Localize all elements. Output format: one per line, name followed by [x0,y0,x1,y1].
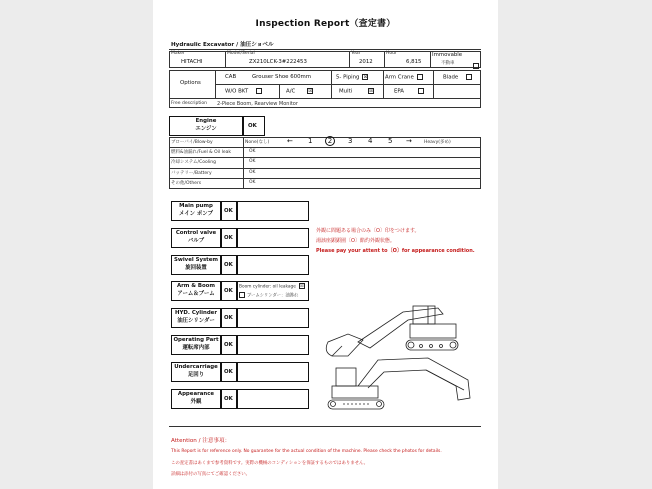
ac-checkbox[interactable]: ☒ [308,88,313,93]
option-arm-crane: Arm Crane [385,74,423,81]
red-note-line2: 湯該座顕顕圏〔O〕餡灼外観状態。 [316,238,395,244]
blowby-label: ブローバイ/Blow-by [171,140,213,145]
wo-bkt-checkbox[interactable] [256,88,262,94]
year-label: Year [351,51,361,56]
attention-line3: 詳細は添付の写真にてご確認ください。 [171,472,251,477]
component-status: OK [224,288,233,294]
attention-title: Attention / 注意事項： [171,438,231,444]
excavator-front-view [328,358,470,409]
fuel-oil-label: 燃料&油漏れ/Fuel & Oil leak [171,150,231,155]
component-name: Swivel System 旋回装置 [173,257,219,271]
red-note-line3: Please pay your attent to〔O〕for appearance condition. [316,248,475,254]
maker-label: Maker [171,51,185,56]
component-status: OK [224,396,233,402]
component-note-box [237,201,309,221]
page-title: Inspection Report（査定書） [255,19,396,29]
engine-title: Engine エンジン [195,118,217,132]
hour-label: Hour [386,51,397,56]
report-page [153,0,498,489]
others-value: OK [249,180,256,185]
excavator-side-view [326,306,458,356]
note-checkbox-2[interactable] [239,292,245,298]
model-label: Model/Serial [227,51,255,56]
component-status: OK [224,342,233,348]
year-value: 2012 [359,59,373,65]
cooling-label: 冷却システム/Cooling [171,160,216,165]
component-status: OK [224,315,233,321]
scale-3: 3 [348,137,353,145]
option-wo-bkt: W/O BKT [225,88,262,95]
machine-heading: Hydraulic Excavator / 油圧ショベル [171,42,274,48]
option-cab: CAB [225,74,237,80]
option-piping: 5- Piping ☒ [336,74,368,81]
engine-status: OK [248,123,257,129]
option-grouser: Grouser Shoe 600mm [252,74,312,80]
option-multi: Multi ☒ [339,88,373,95]
option-blade: Blade [443,74,472,81]
component-note-box [237,389,309,409]
component-note-box [237,335,309,355]
component-name: Arm & Boom アーム＆ブーム [176,283,216,297]
epa-checkbox[interactable] [418,88,424,94]
attention-line2: この査定書はあくまで参考資料です。実際の機械のコンディションを保証するものではありません。 [171,461,369,466]
component-name: Appearance 外観 [177,391,215,405]
option-epa: EPA [394,88,424,95]
immovable-jp: 不動車 [441,61,455,66]
component-name: Undercarriage 足回り [174,364,218,378]
scale-left-arrow: ← [287,137,293,145]
free-description-label: Free description [171,101,207,106]
scale-right-arrow: → [406,137,412,145]
free-description-value: 2-Piece Boom, Rearview Monitor [217,101,298,107]
component-status: OK [224,208,233,214]
component-note-box [237,228,309,248]
piping-checkbox[interactable]: ☒ [363,74,368,79]
blade-checkbox[interactable] [466,74,472,80]
red-note-line1: 外観に問題ある場合のみ〔O〕印をつけます。 [316,228,420,234]
scale-1: 1 [308,137,313,145]
component-note-box [237,308,309,328]
component-name: HYD. Cylinder 油圧シリンダー [175,310,217,324]
battery-label: バッテリー/Battery [171,171,212,176]
hour-value: 6,815 [406,59,422,65]
scale-2-selected: 2 [325,136,335,146]
option-ac: A/C ☒ [286,88,313,95]
excavator-diagram [318,290,488,420]
component-status: OK [224,262,233,268]
arm-crane-checkbox[interactable] [417,74,423,80]
maker-value: HITACHI [181,59,203,65]
multi-checkbox[interactable]: ☒ [369,88,373,93]
component-note-box [237,362,309,382]
component-name: Control valve バルブ [175,230,217,244]
immovable-label: Immovable [432,52,463,58]
model-value: ZX210LCK-3#222453 [249,59,307,65]
note-checkbox[interactable]: ☒ [300,283,304,288]
blowby-value: None(なし) [245,140,270,145]
scale-end-label: Heavy(多め) [424,140,451,145]
component-note-1: Boom cylinder: oil leakage ☒ [239,283,304,290]
component-name: Main pump メイン ポンプ [178,203,214,217]
component-status: OK [224,369,233,375]
options-label: Options [180,80,201,86]
others-label: その他/Others [171,181,202,186]
component-note-box [237,255,309,275]
component-note-2: ブームシリンダー：油滲れ [239,292,298,299]
battery-value: OK [249,170,256,175]
divider [169,49,481,50]
attention-line1: This Report is for reference only. No guarantee for the actual condition of the machine. Please check the photos for details. [171,449,442,454]
scale-5: 5 [388,137,393,145]
cooling-value: OK [249,159,256,164]
scale-4: 4 [368,137,373,145]
component-name: Operating Part 運転席内部 [173,337,219,351]
component-status: OK [224,235,233,241]
fuel-oil-value: OK [249,149,256,154]
